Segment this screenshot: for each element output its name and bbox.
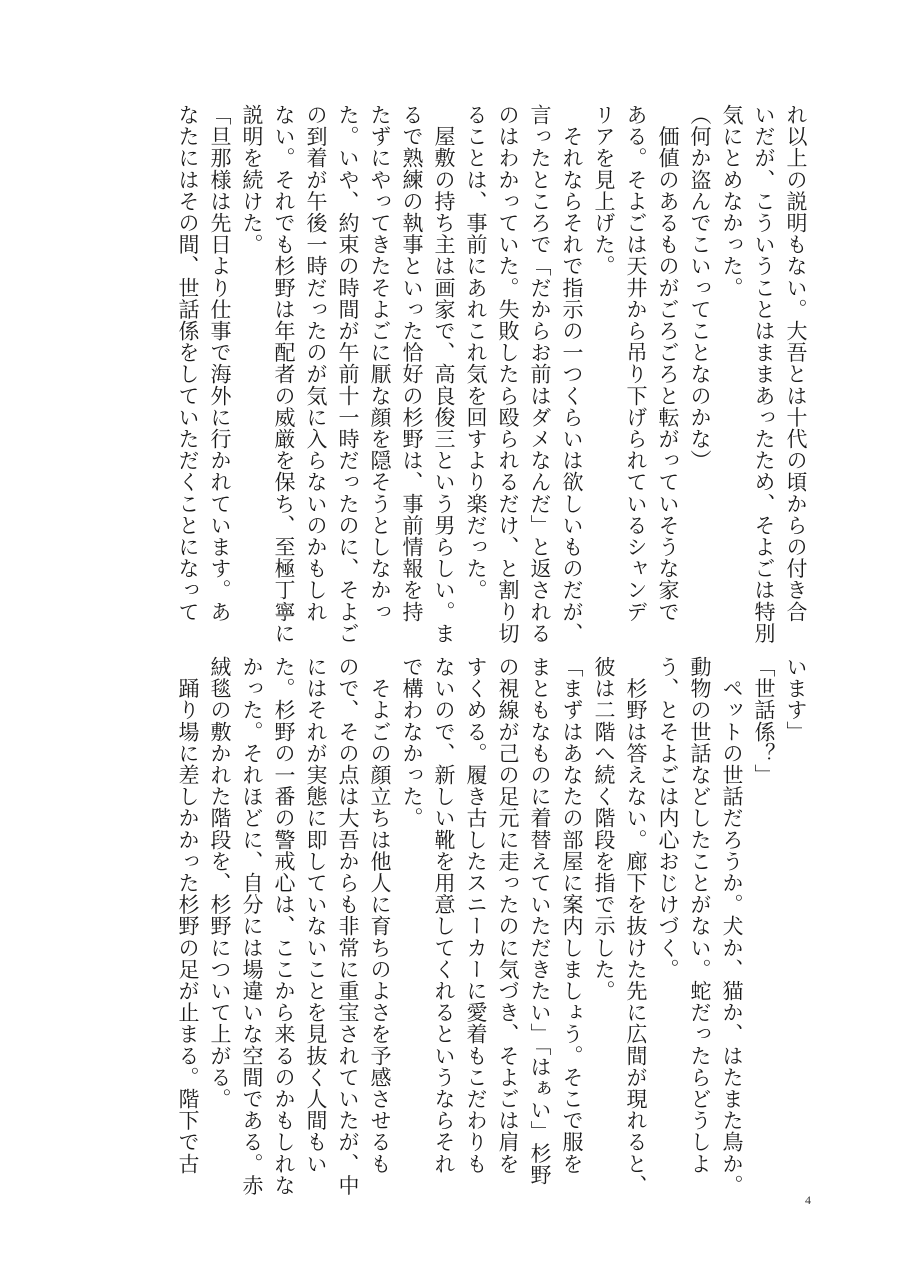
text-column: 「まずはあなたの部屋に案内しましょう。そこで服を [560,656,584,1175]
text-column: 「旦那様は先日より仕事で海外に行かれています。あ [208,104,232,623]
text-column: ある。そよごは天井から吊り下げられているシャンデ [624,104,648,623]
text-column: ないので、新しい靴を用意してくれるというならそれ [432,656,456,1175]
text-column: 杉野は答えない。廊下を抜けた先に広間が現れると、 [624,656,648,1196]
text-column: う、とそよごは内心おじけづく。 [656,656,680,980]
text-column: のはわかっていた。失敗したら殴られるだけ、と割り切 [496,104,520,644]
text-column: すくめる。履き古したスニーカーに愛着もこだわりも [464,656,488,1175]
lower-text-block [172,656,812,1196]
page-number: 4 [805,1193,811,1207]
text-column: の到着が午後一時だったのが気に入らないのかもしれ [304,104,328,623]
text-column: ることは、事前にあれこれ気を回すより楽だった。 [464,104,488,601]
text-column: たずにやってきたそよごに厭な顔を隠そうとしなかっ [368,104,392,623]
text-column: た。杉野の一番の警戒心は、ここから来るのかもしれな [272,656,296,1196]
text-column: 屋敷の持ち主は画家で、高良俊三という男らしい。ま [432,104,456,644]
text-column: かった。それほどに、自分には場違いな空間である。赤 [240,656,264,1196]
text-column: まともなものに着替えていただきたい」「はぁい」杉野 [528,656,552,1186]
text-column: ない。それでも杉野は年配者の威厳を保ち、至極丁寧に [272,104,296,644]
text-column: 絨毯の敷かれた階段を、杉野について上がる。 [208,656,232,1110]
text-column: 気にとめなかった。 [720,104,744,299]
text-column: た。いや、約束の時間が午前十一時だったのに、そよご [336,104,360,644]
text-column: で構わなかった。 [400,656,424,829]
text-column: 動物の世話などしたことがない。蛇だったらどうしよ [688,656,712,1175]
text-column: なたにはその間、世話係をしていただくことになって [176,104,200,623]
text-column: ペットの世話だろうか。犬か、猫か、はたまた鳥か。 [720,656,744,1196]
text-column: います」 [784,656,808,743]
text-column: にはそれが実態に即していないことを見抜く人間もい [304,656,328,1175]
text-column: 踊り場に差しかかった杉野の足が止まる。階下で古 [176,656,200,1175]
text-column: 説明を続けた。 [240,104,264,256]
text-column: の視線が己の足元に走ったのに気づき、そよごは肩を [496,656,520,1175]
text-column: 「世話係？」 [752,656,776,786]
text-column: 彼は二階へ続く階段を指で示した。 [592,656,616,1002]
text-column: れ以上の説明もない。大吾とは十代の頃からの付き合 [784,104,808,623]
text-column: ので、その点は大吾からも非常に重宝されていたが、中 [336,656,360,1196]
text-column: るで熟練の執事といった恰好の杉野は、事前情報を持 [400,104,424,623]
text-column: 価値のあるものがごろごろと転がっていそうな家で [656,104,680,623]
text-column: そよごの顔立ちは他人に育ちのよさを予感させるも [368,656,392,1175]
text-column: （何か盗んでこいってことなのかな） [688,104,712,472]
text-column: いだが、こういうことはままあったため、そよごは特別 [752,104,776,644]
text-column: 言ったところで「だからお前はダメなんだ」と返される [528,104,552,644]
upper-text-block [172,104,812,644]
text-column: リアを見上げた。 [592,104,616,277]
text-column: それならそれで指示の一つくらいは欲しいものだが、 [560,104,584,644]
